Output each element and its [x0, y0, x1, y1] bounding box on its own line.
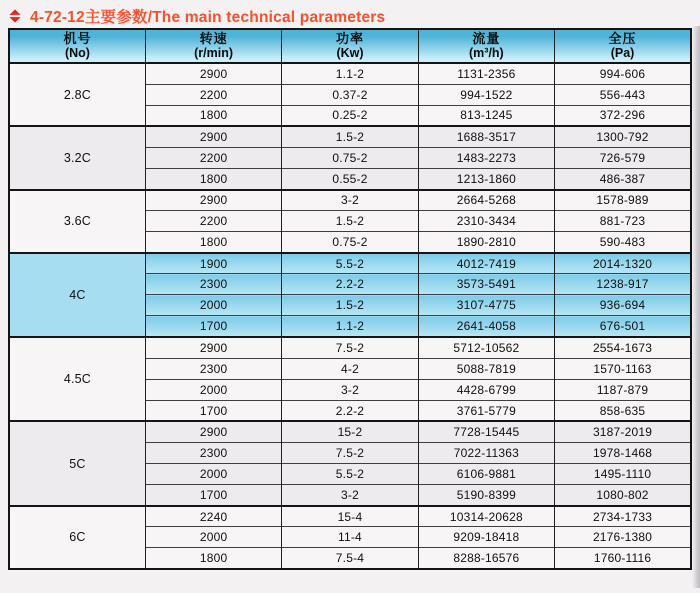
power-cell: 0.37-2 [282, 84, 418, 105]
flow-cell: 2310-3434 [418, 211, 554, 232]
power-cell: 15-4 [282, 506, 418, 527]
power-cell: 1.1-2 [282, 316, 418, 337]
speed-cell: 1700 [145, 400, 281, 421]
speed-cell: 2000 [145, 295, 281, 316]
speed-cell: 2200 [145, 211, 281, 232]
pressure-cell: 936-694 [555, 295, 691, 316]
machine-no-cell: 3.6C [9, 190, 145, 253]
power-cell: 2.2-2 [282, 274, 418, 295]
pressure-cell: 1187-879 [555, 379, 691, 400]
col-header-no: 机号 (No) [9, 29, 145, 63]
group-4.5C [9, 337, 691, 421]
speed-cell: 2200 [145, 84, 281, 105]
flow-cell: 5712-10562 [418, 337, 554, 358]
group-3.6C [9, 190, 691, 253]
speed-cell: 2900 [145, 337, 281, 358]
parameters-table [8, 28, 692, 570]
power-cell: 7.5-2 [282, 337, 418, 358]
speed-cell: 1800 [145, 168, 281, 189]
power-cell: 1.5-2 [282, 295, 418, 316]
col-header-speed: 转速 (r/min) [145, 29, 281, 63]
diamond-bullet-icon [8, 9, 22, 23]
section-title-bar [0, 0, 700, 27]
group-3.2C [9, 126, 691, 189]
group-2.8C [9, 63, 691, 126]
power-cell: 1.5-2 [282, 211, 418, 232]
flow-cell: 5088-7819 [418, 358, 554, 379]
speed-cell: 1800 [145, 105, 281, 126]
pressure-cell: 881-723 [555, 211, 691, 232]
speed-cell: 2240 [145, 506, 281, 527]
speed-cell: 1800 [145, 232, 281, 253]
table-row [9, 126, 691, 147]
power-cell: 7.5-2 [282, 442, 418, 463]
speed-cell: 2000 [145, 527, 281, 548]
flow-cell: 10314-20628 [418, 506, 554, 527]
col-header-power: 功率 (Kw) [282, 29, 418, 63]
pressure-cell: 1578-989 [555, 190, 691, 211]
pressure-cell: 726-579 [555, 147, 691, 168]
pressure-cell: 590-483 [555, 232, 691, 253]
flow-cell: 994-1522 [418, 84, 554, 105]
power-cell: 7.5-4 [282, 548, 418, 569]
power-cell: 1.5-2 [282, 126, 418, 147]
pressure-cell: 2734-1733 [555, 506, 691, 527]
group-5C [9, 421, 691, 505]
flow-cell: 8288-16576 [418, 548, 554, 569]
speed-cell: 2300 [145, 274, 281, 295]
flow-cell: 7022-11363 [418, 442, 554, 463]
flow-cell: 4012-7419 [418, 253, 554, 274]
pressure-cell: 2176-1380 [555, 527, 691, 548]
pressure-cell: 1080-802 [555, 485, 691, 506]
pressure-cell: 858-635 [555, 400, 691, 421]
machine-no-cell: 3.2C [9, 126, 145, 189]
pressure-cell: 1238-917 [555, 274, 691, 295]
power-cell: 2.2-2 [282, 400, 418, 421]
power-cell: 4-2 [282, 358, 418, 379]
power-cell: 3-2 [282, 485, 418, 506]
machine-no-cell: 5C [9, 421, 145, 505]
power-cell: 1.1-2 [282, 63, 418, 84]
flow-cell: 5190-8399 [418, 485, 554, 506]
flow-cell: 3761-5779 [418, 400, 554, 421]
pressure-cell: 3187-2019 [555, 421, 691, 442]
power-cell: 3-2 [282, 379, 418, 400]
speed-cell: 1800 [145, 548, 281, 569]
flow-cell: 1483-2273 [418, 147, 554, 168]
flow-cell: 1890-2810 [418, 232, 554, 253]
col-header-pressure: 全压 (Pa) [555, 29, 691, 63]
speed-cell: 2300 [145, 358, 281, 379]
power-cell: 5.5-2 [282, 464, 418, 485]
flow-cell: 2641-4058 [418, 316, 554, 337]
pressure-cell: 1760-1116 [555, 548, 691, 569]
table-row [9, 421, 691, 442]
machine-no-cell: 2.8C [9, 63, 145, 126]
pressure-cell: 372-296 [555, 105, 691, 126]
table-row [9, 190, 691, 211]
flow-cell: 4428-6799 [418, 379, 554, 400]
speed-cell: 1700 [145, 485, 281, 506]
flow-cell: 1131-2356 [418, 63, 554, 84]
speed-cell: 2300 [145, 442, 281, 463]
group-6C [9, 506, 691, 569]
speed-cell: 2900 [145, 63, 281, 84]
speed-cell: 2900 [145, 190, 281, 211]
power-cell: 5.5-2 [282, 253, 418, 274]
table-row [9, 63, 691, 84]
flow-cell: 1213-1860 [418, 168, 554, 189]
pressure-cell: 486-387 [555, 168, 691, 189]
speed-cell: 2900 [145, 421, 281, 442]
power-cell: 0.75-2 [282, 232, 418, 253]
flow-cell: 3573-5491 [418, 274, 554, 295]
pressure-cell: 2014-1320 [555, 253, 691, 274]
machine-no-cell: 4C [9, 253, 145, 337]
machine-no-cell: 6C [9, 506, 145, 569]
pressure-cell: 2554-1673 [555, 337, 691, 358]
flow-cell: 7728-15445 [418, 421, 554, 442]
pressure-cell: 556-443 [555, 84, 691, 105]
power-cell: 0.55-2 [282, 168, 418, 189]
speed-cell: 2000 [145, 464, 281, 485]
col-header-flow: 流量 (m³/h) [418, 29, 554, 63]
flow-cell: 813-1245 [418, 105, 554, 126]
group-4C [9, 253, 691, 337]
power-cell: 15-2 [282, 421, 418, 442]
power-cell: 0.75-2 [282, 147, 418, 168]
speed-cell: 1900 [145, 253, 281, 274]
pressure-cell: 676-501 [555, 316, 691, 337]
machine-no-cell: 4.5C [9, 337, 145, 421]
page-title: 4-72-12主要参数/The main technical parameters [30, 9, 386, 26]
pressure-cell: 1978-1468 [555, 442, 691, 463]
table-row [9, 506, 691, 527]
flow-cell: 9209-18418 [418, 527, 554, 548]
speed-cell: 2200 [145, 147, 281, 168]
pressure-cell: 1570-1163 [555, 358, 691, 379]
power-cell: 3-2 [282, 190, 418, 211]
speed-cell: 2900 [145, 126, 281, 147]
flow-cell: 2664-5268 [418, 190, 554, 211]
pressure-cell: 1495-1110 [555, 464, 691, 485]
flow-cell: 3107-4775 [418, 295, 554, 316]
flow-cell: 6106-9881 [418, 464, 554, 485]
power-cell: 11-4 [282, 527, 418, 548]
scan-shadow [692, 26, 700, 588]
table-row [9, 253, 691, 274]
flow-cell: 1688-3517 [418, 126, 554, 147]
pressure-cell: 994-606 [555, 63, 691, 84]
speed-cell: 1700 [145, 316, 281, 337]
pressure-cell: 1300-792 [555, 126, 691, 147]
power-cell: 0.25-2 [282, 105, 418, 126]
table-row [9, 337, 691, 358]
speed-cell: 2000 [145, 379, 281, 400]
